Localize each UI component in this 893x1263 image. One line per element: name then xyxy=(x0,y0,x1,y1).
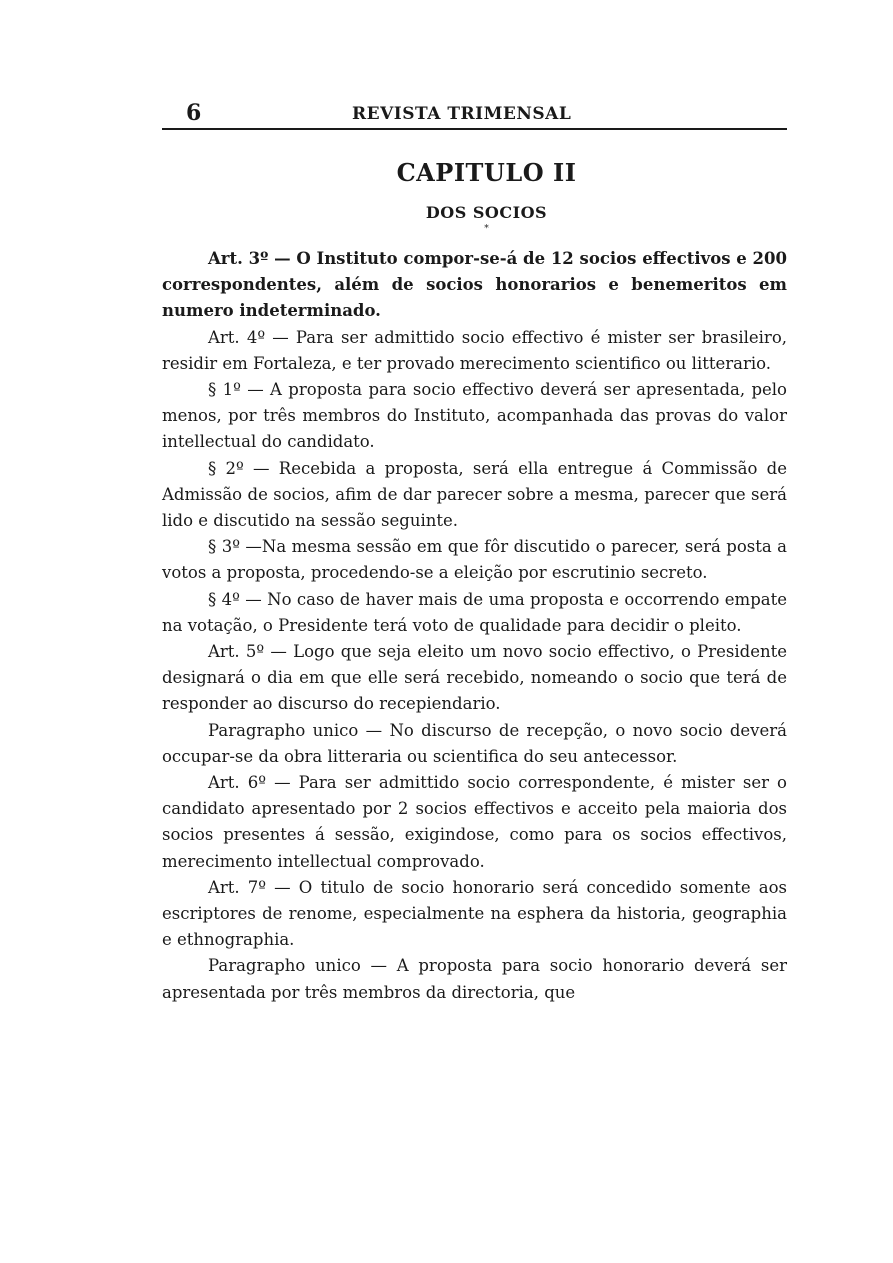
running-header xyxy=(162,98,787,130)
paragraph-art-6: Art. 6º — Para ser admittido socio correspondente, é mister ser o candidato apresentado por 2 socios effectivos e acceito pela maioria dos socios presentes á sessão, exigindose, como para os socios effectivos, merecimento intellectual comprovado. xyxy=(162,773,787,871)
paragraph-art-7: Art. 7º — O titulo de socio honorario será concedido somente aos escriptores de renome, especialmente na esphera da historia, geographia e ethnographia. xyxy=(162,877,787,950)
chapter-title: CAPITULO II xyxy=(396,158,577,187)
paragraph-art-4: Art. 4º — Para ser admittido socio effectivo é mister ser brasileiro, residir em Fortaleza, e ter provado merecimento scientifico ou litterario. xyxy=(162,327,787,373)
paragraph-art-5: Art. 5º — Logo que seja eleito um novo socio effectivo, o Presidente designará o dia em que elle será recebido, nomeando o socio que terá de responder ao discurso do recepiendario. xyxy=(162,642,787,714)
paragraph-art-4-section-4: § 4º — No caso de haver mais de uma proposta e occorrendo empate na votação, o Presidente terá voto de qualidade para decidir o pleito. xyxy=(162,589,787,635)
page-number: 6 xyxy=(186,100,202,126)
paragraph-art-7-unico: Paragrapho unico — A proposta para socio honorario deverá ser apresentada por três membros da directoria, que xyxy=(162,956,787,1002)
paragraph-art-4-section-2: § 2º — Recebida a proposta, será ella entregue á Commissão de Admissão de socios, afim de dar parecer sobre a mesma, parecer que será lido e discutido na sessão seguinte. xyxy=(162,458,787,531)
paragraph-art-4-section-1: § 1º — A proposta para socio effectivo deverá ser apresentada, pelo menos, por três membros do Instituto, acompanhada das provas do valor intellectual do candidato. xyxy=(162,380,787,452)
paragraph-art-3: Art. 3º — O Instituto compor-se-á de 12 socios effectivos e 200 correspondentes, além de socios honorarios e benemeritos em numero indeterminado. xyxy=(162,249,787,321)
body-text xyxy=(162,246,787,1006)
paragraph-art-4-section-3: § 3º —Na mesma sessão em que fôr discutido o parecer, será posta a votos a proposta, procedendo-se a eleição por escrutinio secreto. xyxy=(162,537,787,583)
section-title: DOS SOCIOS xyxy=(425,203,548,222)
ornament-asterisk: * xyxy=(484,224,489,234)
journal-title: REVISTA TRIMENSAL xyxy=(352,104,572,124)
document-page xyxy=(162,98,787,1006)
paragraph-art-5-unico: Paragrapho unico — No discurso de recepção, o novo socio deverá occupar-se da obra litteraria ou scientifica do seu antecessor. xyxy=(162,720,787,766)
